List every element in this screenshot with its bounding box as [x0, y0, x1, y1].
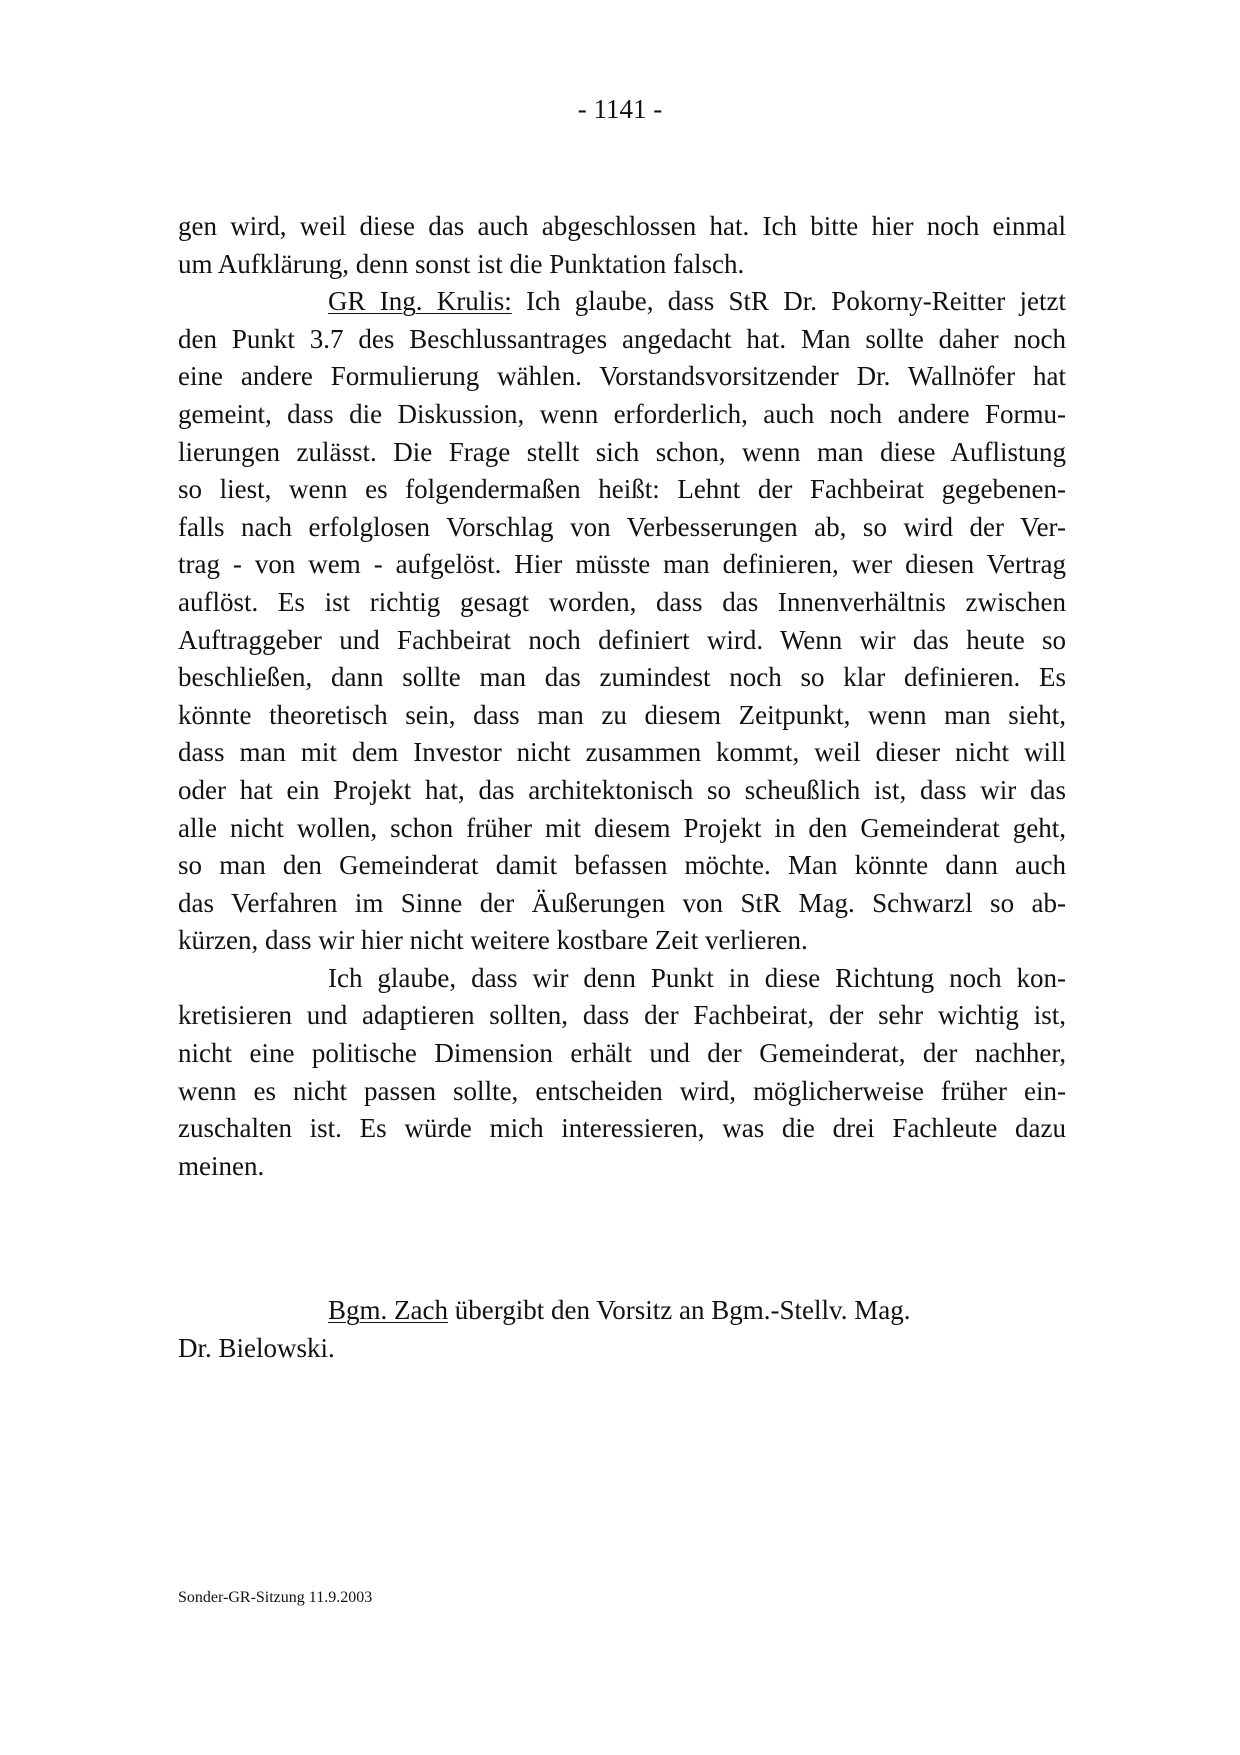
paragraph-continuation	[178, 208, 1066, 283]
chair-handover-note	[178, 1292, 1066, 1367]
text-line: wenn es nicht passen sollte, entscheiden wird, möglicherweise früher ein-	[178, 1075, 1066, 1106]
paragraph-krulis	[178, 283, 1066, 960]
footer-session-label: Sonder-GR-Sitzung 11.9.2003	[178, 1589, 373, 1606]
text-line: falls nach erfolglosen Vorschlag von Verbesserungen ab, so wird der Ver-	[178, 511, 1066, 542]
text-line: dass man mit dem Investor nicht zusammen kommt, weil dieser nicht will	[178, 737, 1066, 768]
text-line: das Verfahren im Sinne der Äußerungen von StR Mag. Schwarzl so ab-	[178, 887, 1066, 918]
text-line: nicht eine politische Dimension erhält und der Gemeinderat, der nachher,	[178, 1038, 1066, 1069]
text-line: Dr. Bielowski.	[178, 1332, 335, 1363]
text-line-rest: übergibt den Vorsitz an Bgm.-Stellv. Mag.	[447, 1295, 911, 1325]
text-line: beschließen, dann sollte man das zumindest noch so klar definieren. Es	[178, 662, 1066, 693]
text-line: alle nicht wollen, schon früher mit diesem Projekt in den Gemeinderat geht,	[178, 812, 1066, 843]
speaker-name: Bgm. Zach	[328, 1295, 448, 1325]
text-line: meinen.	[178, 1150, 265, 1181]
text-line: zuschalten ist. Es würde mich interessieren, was die drei Fachleute dazu	[178, 1113, 1066, 1144]
text-line: oder hat ein Projekt hat, das architektonisch so scheußlich ist, dass wir das	[178, 774, 1066, 805]
text-line: kürzen, dass wir hier nicht weitere kostbare Zeit verlieren.	[178, 925, 808, 956]
text-line: trag - von wem - aufgelöst. Hier müsste man definieren, wer diesen Vertrag	[178, 549, 1066, 580]
speaker-name: GR Ing. Krulis:	[328, 286, 512, 317]
text-line: eine andere Formulierung wählen. Vorstandsvorsitzender Dr. Wallnöfer hat	[178, 361, 1066, 392]
text-line: so liest, wenn es folgendermaßen heißt: Lehnt der Fachbeirat gegebenen-	[178, 474, 1066, 505]
text-line: könnte theoretisch sein, dass man zu diesem Zeitpunkt, wenn man sieht,	[178, 699, 1066, 730]
text-line: so man den Gemeinderat damit befassen möchte. Man könnte dann auch	[178, 850, 1066, 881]
transcript-body	[178, 208, 1066, 1185]
text-line: Ich glaube, dass wir denn Punkt in diese Richtung noch kon-	[328, 962, 1066, 993]
text-line: gemeint, dass die Diskussion, wenn erforderlich, auch noch andere Formu-	[178, 398, 1066, 429]
text-line: kretisieren und adaptieren sollten, dass der Fachbeirat, der sehr wichtig ist,	[178, 1000, 1066, 1031]
text-line	[178, 283, 1066, 321]
text-line: um Aufklärung, denn sonst ist die Punktation falsch.	[178, 248, 745, 279]
text-line: lierungen zulässt. Die Frage stellt sich schon, wenn man diese Auflistung	[178, 436, 1066, 467]
text-line: den Punkt 3.7 des Beschlussantrages angedacht hat. Man sollte daher noch	[178, 323, 1066, 354]
paragraph-krulis-continued	[178, 960, 1066, 1186]
text-line: Auftraggeber und Fachbeirat noch definiert wird. Wenn wir das heute so	[178, 624, 1066, 655]
text-line-rest: Ich glaube, dass StR Dr. Pokorny-Reitter jetzt	[511, 286, 1067, 317]
text-line: gen wird, weil diese das auch abgeschlossen hat. Ich bitte hier noch einmal	[178, 211, 1066, 241]
text-line	[178, 1292, 1066, 1330]
text-line: auflöst. Es ist richtig gesagt worden, dass das Innenverhältnis zwischen	[178, 586, 1066, 617]
page-number: - 1141 -	[577, 94, 663, 124]
